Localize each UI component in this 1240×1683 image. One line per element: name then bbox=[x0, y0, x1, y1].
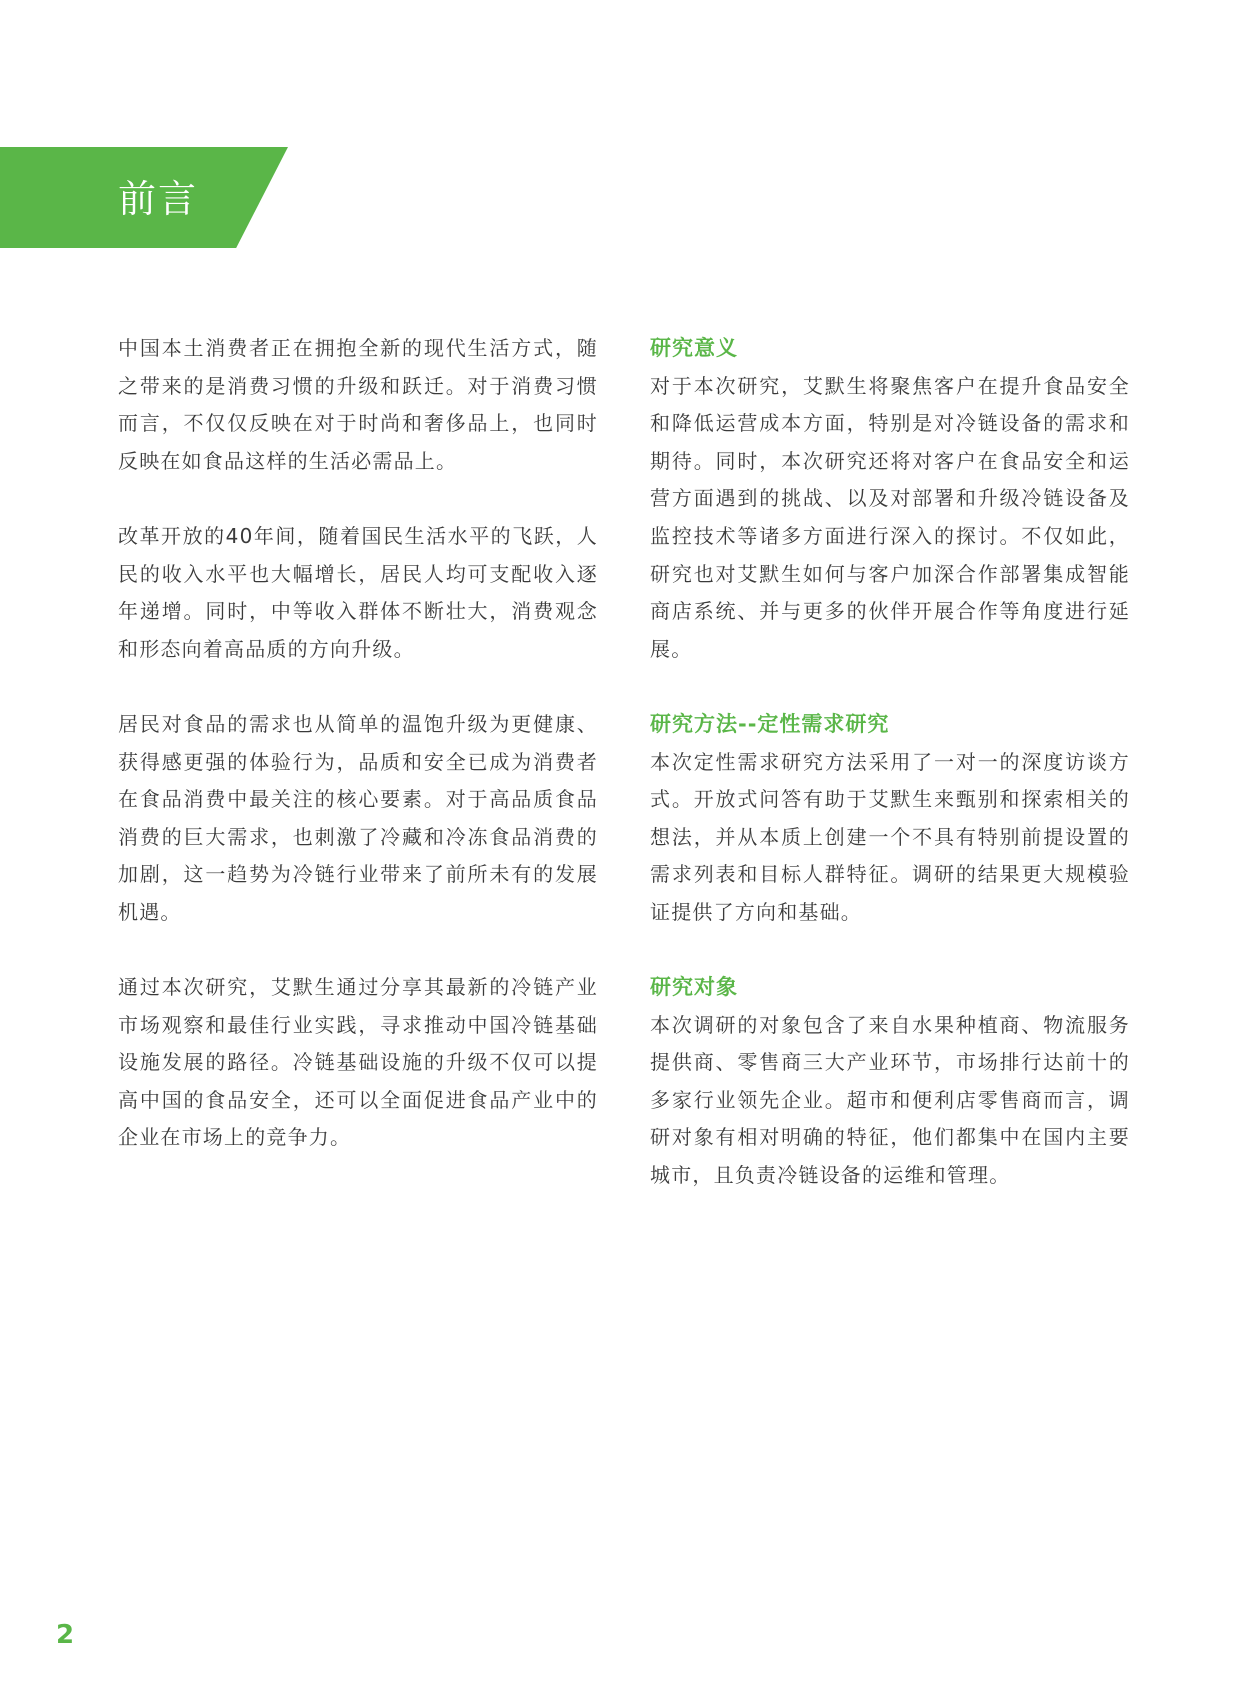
section-research-method bbox=[650, 706, 1130, 932]
section-heading: 研究意义 bbox=[650, 336, 738, 360]
section-body: 本次定性需求研究方法采用了一对一的深度访谈方式。开放式问答有助于艾默生来甄别和探索相关的想法，并从本质上创建一个不具有特别前提设置的需求列表和目标人群特征。调研的结果更大规模验证提供了方向和基础。 bbox=[650, 749, 1130, 924]
right-column bbox=[650, 330, 1130, 1232]
left-column bbox=[118, 330, 598, 1195]
section-body: 对于本次研究，艾默生将聚焦客户在提升食品安全和降低运营成本方面，特别是对冷链设备的需求和期待。同时，本次研究还将对客户在食品安全和运营方面遇到的挑战、以及对部署和升级冷链设备及监控技术等诸多方面进行深入的探讨。不仅如此，研究也对艾默生如何与客户加深合作部署集成智能商店系统、并与更多的伙伴开展合作等角度进行延展。 bbox=[650, 373, 1130, 661]
intro-paragraph: 中国本土消费者正在拥抱全新的现代生活方式，随之带来的是消费习惯的升级和跃迁。对于消费习惯而言，不仅仅反映在对于时尚和奢侈品上，也同时反映在如食品这样的生活必需品上。 bbox=[118, 336, 598, 473]
intro-paragraph: 居民对食品的需求也从简单的温饱升级为更健康、获得感更强的体验行为，品质和安全已成为消费者在食品消费中最关注的核心要素。对于高品质食品消费的巨大需求，也刺激了冷藏和冷冻食品消费的加剧，这一趋势为冷链行业带来了前所未有的发展机遇。 bbox=[118, 711, 598, 924]
section-body: 本次调研的对象包含了来自水果种植商、物流服务提供商、零售商三大产业环节，市场排行达前十的多家行业领先企业。超市和便利店零售商而言，调研对象有相对明确的特征，他们都集中在国内主要城市，且负责冷链设备的运维和管理。 bbox=[650, 1012, 1130, 1188]
intro-paragraph: 改革开放的40年间，随着国民生活水平的飞跃，人民的收入水平也大幅增长，居民人均可支配收入逐年递增。同时，中等收入群体不断壮大，消费观念和形态向着高品质的方向升级。 bbox=[118, 523, 598, 661]
section-research-subjects bbox=[650, 969, 1130, 1195]
section-research-significance bbox=[650, 330, 1130, 668]
section-heading: 研究方法--定性需求研究 bbox=[650, 711, 890, 736]
intro-paragraph: 通过本次研究，艾默生通过分享其最新的冷链产业市场观察和最佳行业实践，寻求推动中国冷链基础设施发展的路径。冷链基础设施的升级不仅可以提高中国的食品安全，还可以全面促进食品产业中的企业在市场上的竞争力。 bbox=[118, 975, 598, 1150]
page-number: 2 bbox=[56, 1620, 75, 1650]
page-title: 前言 bbox=[118, 177, 199, 221]
section-heading: 研究对象 bbox=[650, 975, 738, 1000]
